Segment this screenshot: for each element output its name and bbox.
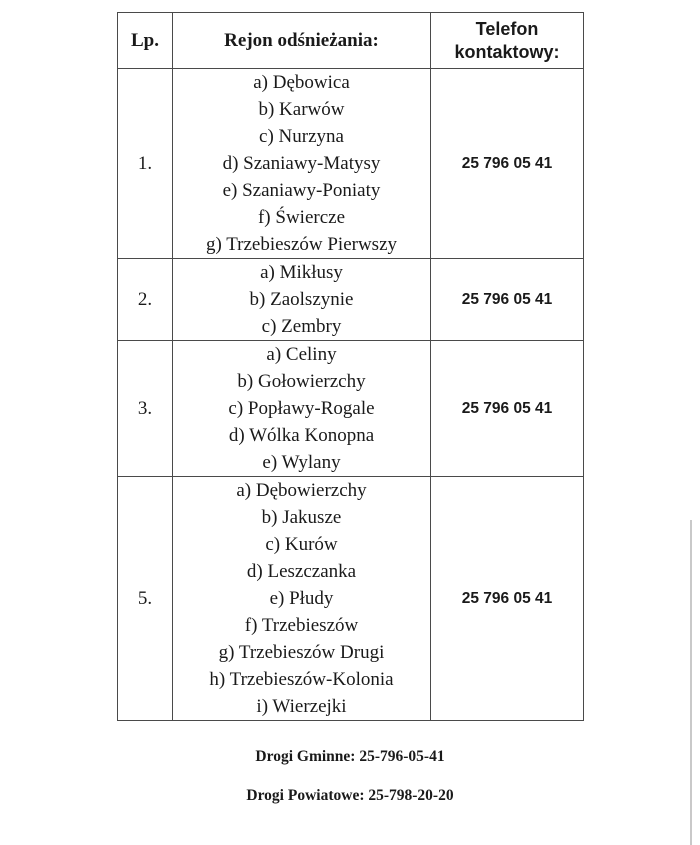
- region-item: a) Celiny: [266, 344, 337, 365]
- table-header-row: [118, 13, 584, 69]
- footer-gminne-phone: Drogi Gminne: 25-796-05-41: [255, 748, 445, 765]
- region-item: a) Dębowica: [253, 72, 350, 93]
- region-item: b) Gołowierzchy: [237, 371, 366, 392]
- region-item: g) Trzebieszów Pierwszy: [205, 234, 398, 255]
- phone-number: 25 796 05 41: [431, 69, 584, 259]
- scan-edge-shadow: [690, 520, 692, 845]
- region-item: e) Wylany: [262, 452, 341, 473]
- region-item: i) Wierzejki: [256, 696, 347, 717]
- region-item: c) Zembry: [261, 316, 342, 337]
- region-item: d) Wólka Konopna: [228, 425, 375, 446]
- header-region: Rejon odśnieżania:: [173, 13, 431, 69]
- row-number: 5.: [118, 477, 173, 721]
- region-item: a) Dębowierzchy: [236, 480, 367, 501]
- table-row: [118, 259, 584, 341]
- region-item: c) Popławy-Rogale: [228, 398, 375, 419]
- region-item: e) Płudy: [269, 588, 334, 609]
- region-list: [173, 341, 431, 477]
- phone-number: 25 796 05 41: [431, 341, 584, 477]
- region-item: b) Karwów: [258, 99, 345, 120]
- table-row: [118, 477, 584, 721]
- header-lp: Lp.: [118, 13, 173, 69]
- region-item: d) Szaniawy-Matysy: [222, 153, 381, 174]
- region-item: b) Zaolszynie: [249, 289, 354, 310]
- region-item: h) Trzebieszów-Kolonia: [209, 669, 394, 690]
- row-number: 3.: [118, 341, 173, 477]
- row-number: 2.: [118, 259, 173, 341]
- region-item: f) Trzebieszów: [244, 615, 359, 636]
- table-row: [118, 341, 584, 477]
- region-item: c) Kurów: [265, 534, 338, 555]
- header-phone-line2: kontaktowy:: [454, 41, 560, 62]
- region-item: e) Szaniawy-Poniaty: [222, 180, 381, 201]
- region-item: c) Nurzyna: [259, 126, 344, 147]
- header-phone: [431, 13, 584, 69]
- region-item: a) Mikłusy: [260, 262, 343, 283]
- region-list: [173, 69, 431, 259]
- region-list: [173, 477, 431, 721]
- header-phone-line1: Telefon: [475, 18, 539, 39]
- footer-powiatowe-phone: Drogi Powiatowe: 25-798-20-20: [246, 787, 454, 804]
- region-item: f) Świercze: [257, 207, 346, 228]
- region-item: d) Leszczanka: [246, 561, 357, 582]
- snow-removal-table: [117, 12, 584, 721]
- row-number: 1.: [118, 69, 173, 259]
- region-list: [173, 259, 431, 341]
- phone-number: 25 796 05 41: [431, 259, 584, 341]
- table-row: [118, 69, 584, 259]
- region-item: g) Trzebieszów Drugi: [218, 642, 385, 663]
- phone-number: 25 796 05 41: [431, 477, 584, 721]
- region-item: b) Jakusze: [261, 507, 342, 528]
